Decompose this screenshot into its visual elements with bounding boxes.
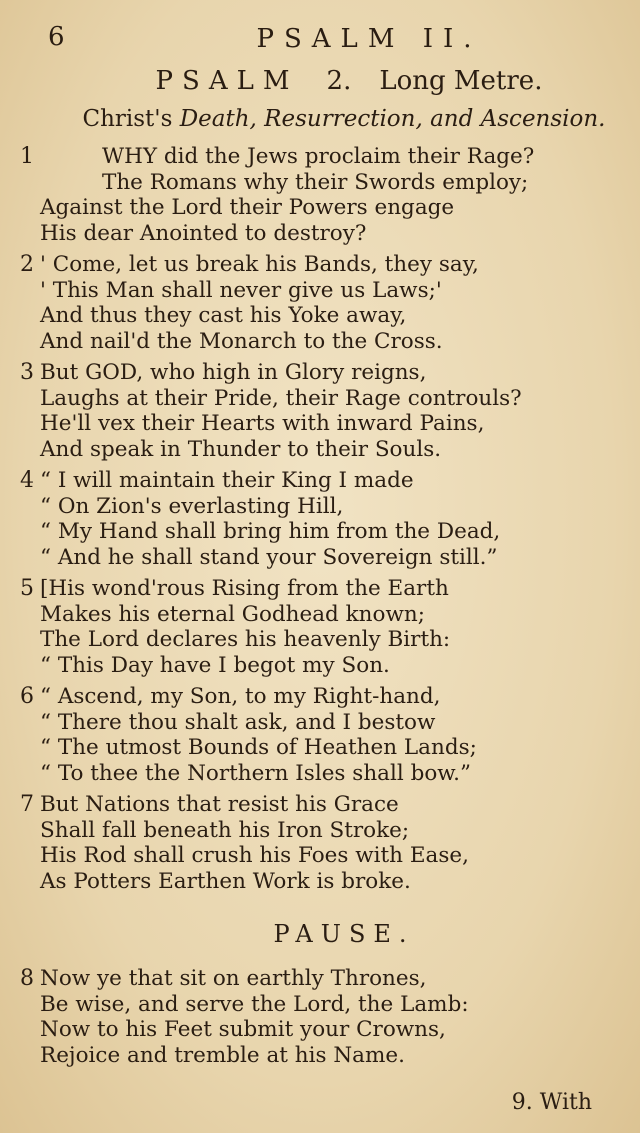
stanza-2 [20, 252, 618, 354]
verse-line: “ There thou shalt ask, and I bestow [40, 709, 436, 735]
stanza-5 [20, 576, 618, 678]
verse-line: But GOD, who high in Glory reigns, [40, 360, 427, 385]
pause-heading: PAUSE. [273, 920, 415, 948]
catchword: 9. With [511, 1090, 592, 1115]
stanza-1 [20, 144, 618, 246]
verse-line: And nail'd the Monarch to the Cross. [40, 328, 443, 354]
subtitle-roman: Christ's [82, 106, 180, 132]
psalm-name: PSALM [155, 66, 299, 96]
verse-line: Now ye that sit on earthly Thrones, [40, 966, 427, 991]
page-header [40, 18, 618, 58]
stanza-number: 3 [20, 360, 34, 385]
verse-line: The Romans why their Swords employ; [102, 169, 529, 195]
stanza-8-container [20, 966, 618, 1068]
stanza-number: 5 [20, 576, 34, 601]
verse-line: But Nations that resist his Grace [40, 792, 399, 817]
verse-line: “ On Zion's everlasting Hill, [40, 493, 344, 519]
verse-line: ' This Man shall never give us Laws;' [40, 277, 442, 303]
verse-line: Rejoice and tremble at his Name. [40, 1042, 405, 1068]
stanza-number: 8 [20, 966, 34, 991]
verse-line: He'll vex their Hearts with inward Pains, [40, 411, 485, 436]
stanza-6 [20, 684, 618, 786]
stanza-list [20, 144, 618, 894]
verse-line: Against the Lord their Powers engage [40, 195, 455, 220]
stanza-number: 4 [20, 468, 34, 493]
verse-line: “ I will maintain their King I made [40, 468, 414, 493]
stanza-number: 6 [20, 684, 34, 709]
verse-line: Laughs at their Pride, their Rage controuls? [40, 385, 522, 411]
verse-line: “ My Hand shall bring him from the Dead, [40, 519, 501, 544]
verse-line: Now to his Feet submit your Crowns, [40, 1017, 446, 1042]
stanza-number: 2 [20, 252, 34, 277]
verse-line: Makes his eternal Godhead known; [40, 601, 425, 627]
stanza-number: 1 [20, 144, 34, 169]
verse-line: “ The utmost Bounds of Heathen Lands; [40, 735, 477, 760]
stanza-number: 7 [20, 792, 34, 817]
psalm-subtitle [40, 100, 618, 138]
psalm-number: 2. [326, 66, 352, 96]
verse-line: Be wise, and serve the Lord, the Lamb: [40, 991, 469, 1017]
verse-line: [His wond'rous Rising from the Earth [40, 576, 449, 601]
verse-line: “ And he shall stand your Sovereign still.” [40, 544, 498, 570]
stanza-8 [20, 966, 618, 1068]
running-head: PSALM II. [256, 24, 482, 54]
verse-line: And speak in Thunder to their Souls. [40, 436, 442, 462]
verse-line: The Lord declares his heavenly Birth: [40, 627, 451, 652]
verse-line: And thus they cast his Yoke away, [40, 303, 407, 328]
psalm-title [40, 66, 618, 100]
verse-line: “ This Day have I begot my Son. [40, 652, 390, 678]
verse-line: “ To thee the Northern Isles shall bow.” [40, 760, 471, 786]
verse-line: “ Ascend, my Son, to my Right-hand, [40, 684, 441, 709]
verse-line: ' Come, let us break his Bands, they say, [40, 252, 479, 277]
page-number: 6 [48, 22, 65, 52]
stanza-3 [20, 360, 618, 462]
psalm-meter: Long Metre. [379, 66, 543, 96]
stanza-7 [20, 792, 618, 894]
verse-line: WHY did the Jews proclaim their Rage? [102, 144, 535, 169]
subtitle-italic: Death, Resurrection, and Ascension. [179, 106, 606, 132]
verse-line: His dear Anointed to destroy? [40, 220, 367, 246]
verse-line: As Potters Earthen Work is broke. [40, 868, 411, 894]
verse-line: Shall fall beneath his Iron Stroke; [40, 817, 410, 843]
verse-line: His Rod shall crush his Foes with Ease, [40, 843, 469, 868]
stanza-4 [20, 468, 618, 570]
